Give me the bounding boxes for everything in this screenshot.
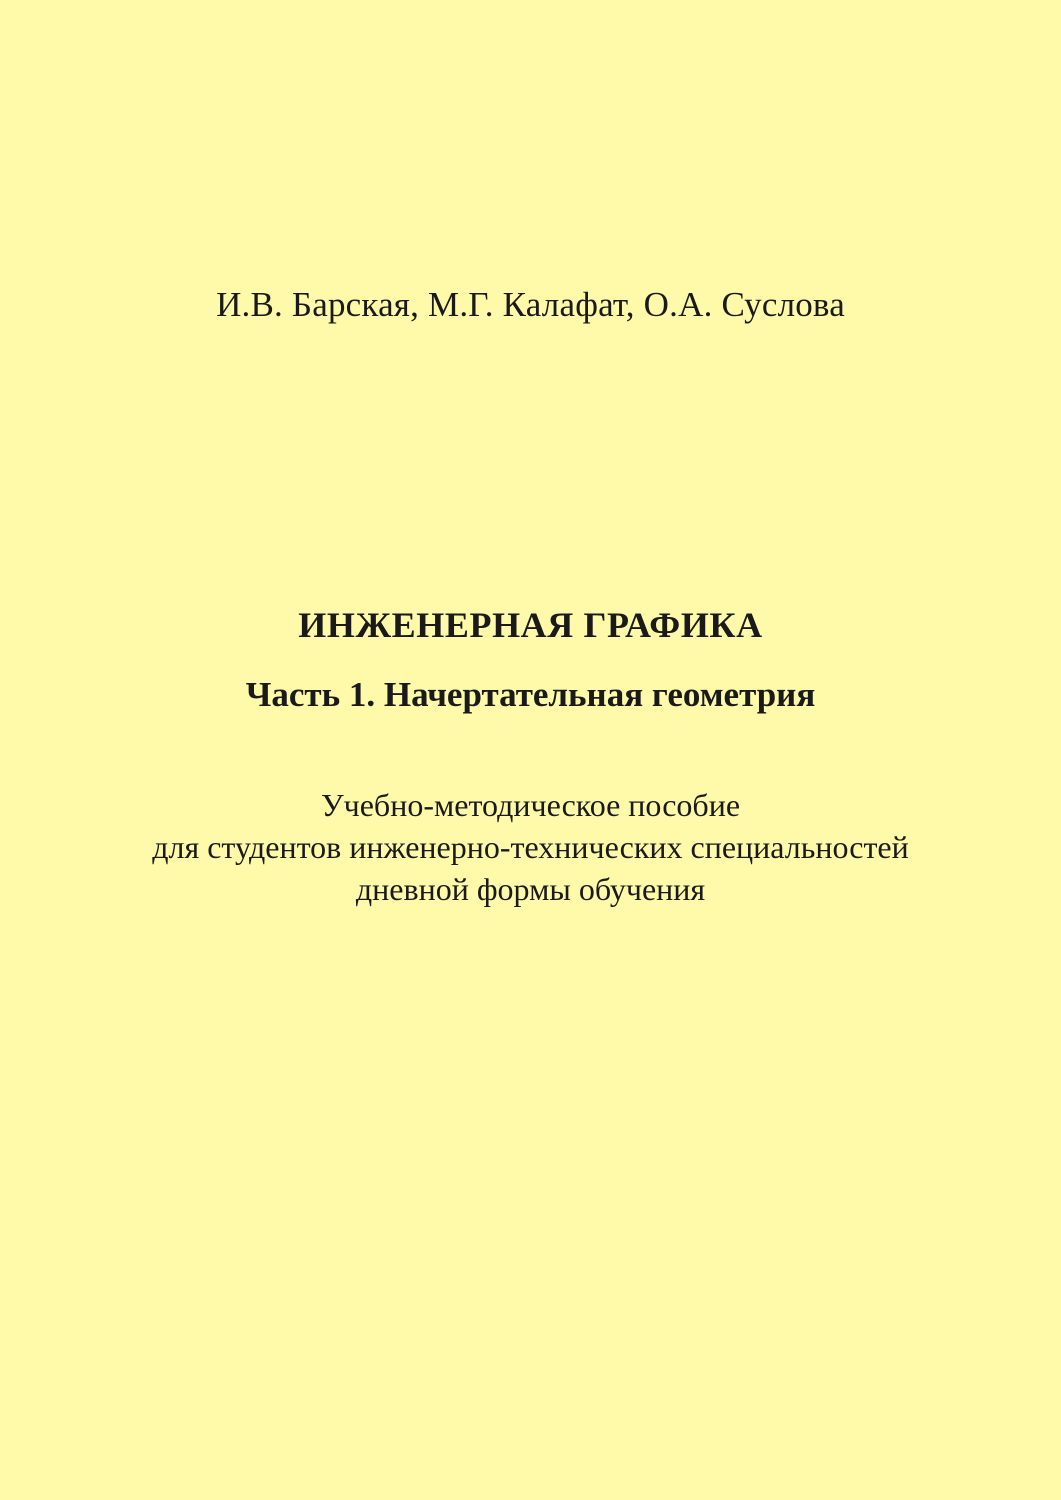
- description-line: Учебно-методическое пособие: [320, 787, 741, 823]
- authors: И.В. Барская, М.Г. Калафат, О.А. Суслова: [216, 285, 845, 324]
- book-title: ИНЖЕНЕРНАЯ ГРАФИКА: [298, 605, 763, 645]
- book-description: [0, 784, 1061, 910]
- description-line: дневной формы обучения: [355, 871, 706, 907]
- description-line: для студентов инженерно-технических специальностей: [152, 829, 909, 865]
- book-subtitle: Часть 1. Начертательная геометрия: [245, 675, 816, 714]
